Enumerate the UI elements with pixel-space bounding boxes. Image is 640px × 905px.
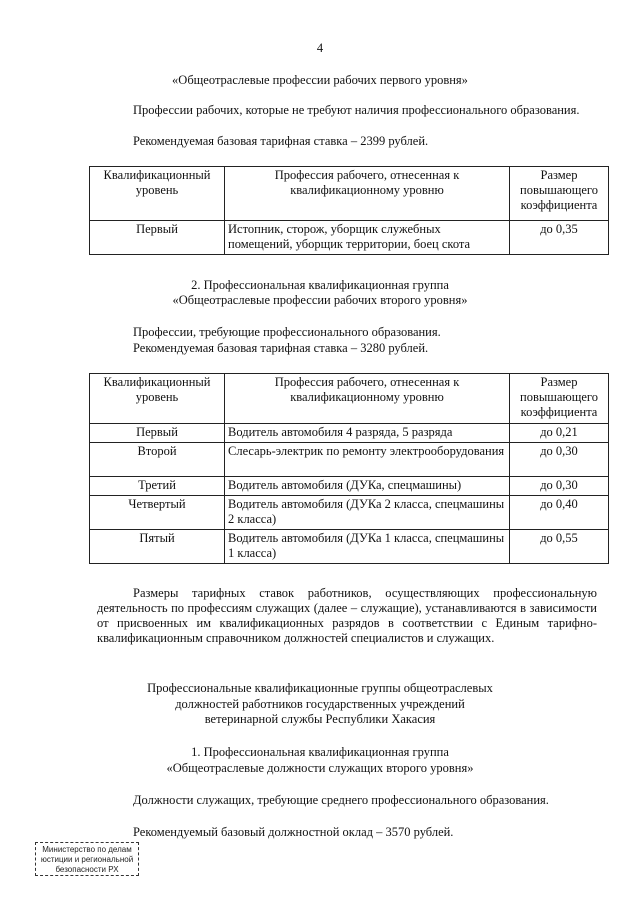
profession-cell: Водитель автомобиля 4 разряда, 5 разряда	[225, 424, 510, 443]
table-row	[90, 424, 609, 443]
table-row	[90, 477, 609, 496]
group3-description: Должности служащих, требующие среднего профессионального образования.	[133, 793, 549, 807]
profession-cell: Водитель автомобиля (ДУКа 2 класса, спецмашины 2 класса)	[225, 496, 510, 530]
stamp-line1: Министерство по делам	[42, 845, 132, 854]
section-heading-line1: Профессиональные квалификационные группы общеотраслевых	[147, 681, 493, 695]
header-coefficient: Размер повышающего коэффициента	[510, 374, 609, 424]
profession-cell: Водитель автомобиля (ДУКа 1 класса, спецмашины 1 класса)	[225, 530, 510, 564]
group3-title-line1: 1. Профессиональная квалификационная группа	[191, 745, 449, 759]
table-header-row	[90, 374, 609, 424]
table-row	[90, 496, 609, 530]
coefficient-cell: до 0,35	[510, 221, 609, 255]
level-cell: Второй	[90, 443, 225, 477]
group1-description: Профессии рабочих, которые не требуют наличия профессионального образования.	[133, 103, 580, 117]
group2-title-line2: «Общеотраслевые профессии рабочих второго уровня»	[172, 293, 468, 307]
stamp-line2: юстиции и региональной	[40, 855, 134, 864]
profession-cell: Слесарь-электрик по ремонту электрооборудования	[225, 443, 510, 477]
employees-paragraph: Размеры тарифных ставок работников, осуществляющих профессиональную деятельность по профессиям служащих (далее – служащие), устанавливаются в зависимости от присвоенных им квалификационных разрядов в соответствии с Единым тарифно-квалификационным справочником должностей специалистов и служащих.	[97, 586, 597, 645]
level-cell: Пятый	[90, 530, 225, 564]
table-row	[90, 443, 609, 477]
profession-cell: Истопник, сторож, уборщик служебных помещений, уборщик территории, боец скота	[225, 221, 510, 255]
page-number: 4	[316, 41, 324, 55]
header-profession: Профессия рабочего, отнесенная к квалификационному уровню	[225, 167, 510, 221]
group2-table	[89, 373, 609, 564]
section-heading-line2: должностей работников государственных учреждений	[175, 697, 465, 711]
level-cell: Первый	[90, 221, 225, 255]
table-row	[90, 530, 609, 564]
coefficient-cell: до 0,55	[510, 530, 609, 564]
level-cell: Третий	[90, 477, 225, 496]
group1-table	[89, 166, 609, 255]
group2-rate: Рекомендуемая базовая тарифная ставка – 3280 рублей.	[133, 341, 429, 355]
group3-salary: Рекомендуемый базовый должностной оклад – 3570 рублей.	[133, 825, 454, 839]
ministry-stamp	[35, 842, 139, 876]
coefficient-cell: до 0,30	[510, 443, 609, 477]
coefficient-cell: до 0,21	[510, 424, 609, 443]
section-heading-line3: ветеринарной службы Республики Хакасия	[204, 712, 436, 726]
header-profession: Профессия рабочего, отнесенная к квалификационному уровню	[225, 374, 510, 424]
level-cell: Четвертый	[90, 496, 225, 530]
level-cell: Первый	[90, 424, 225, 443]
profession-cell: Водитель автомобиля (ДУКа, спецмашины)	[225, 477, 510, 496]
header-coefficient: Размер повышающего коэффициента	[510, 167, 609, 221]
header-level: Квалификационный уровень	[90, 167, 225, 221]
group2-title-line1: 2. Профессиональная квалификационная группа	[191, 278, 449, 292]
header-level: Квалификационный уровень	[90, 374, 225, 424]
coefficient-cell: до 0,30	[510, 477, 609, 496]
group1-title: «Общеотраслевые профессии рабочих первого уровня»	[172, 73, 468, 87]
stamp-line3: безопасности РХ	[55, 865, 119, 874]
group3-title-line2: «Общеотраслевые должности служащих второго уровня»	[166, 761, 474, 775]
coefficient-cell: до 0,40	[510, 496, 609, 530]
group1-rate: Рекомендуемая базовая тарифная ставка – 2399 рублей.	[133, 134, 429, 148]
group2-description: Профессии, требующие профессионального образования.	[133, 325, 441, 339]
table-header-row	[90, 167, 609, 221]
table-row	[90, 221, 609, 255]
